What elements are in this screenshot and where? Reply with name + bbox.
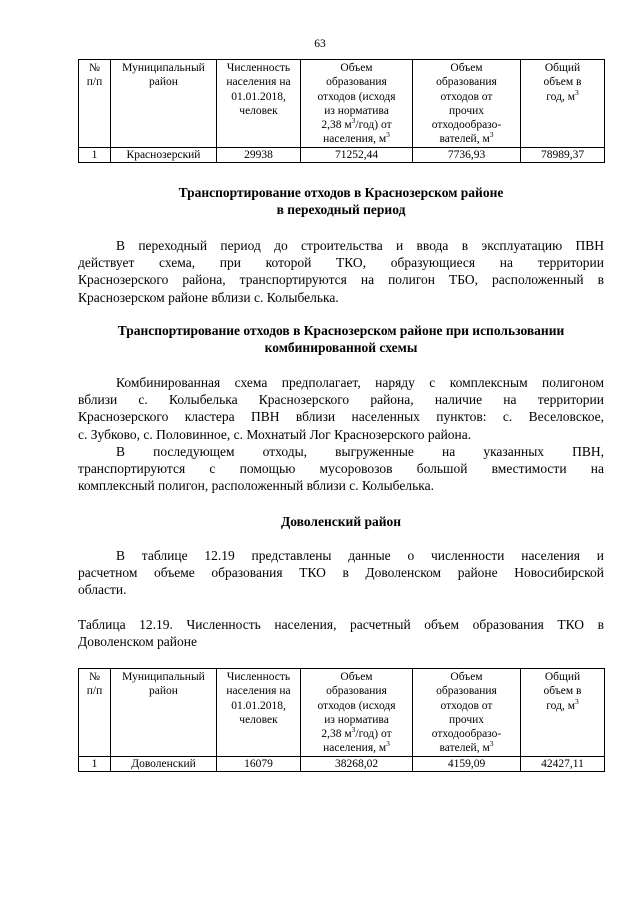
cell-num: 1	[79, 147, 111, 162]
header-total: Общий объем в год, $м^3$	[521, 60, 605, 148]
cell-num: 1	[79, 756, 111, 771]
header-population: Численность населения на 01.01.2018, человек	[217, 60, 301, 148]
heading-dovolensky: Доволенский район	[280, 514, 402, 529]
table-header-row	[79, 60, 605, 148]
cell-waste-norm: 38268,02	[301, 756, 413, 771]
heading-transition: Транспортирование отходов в Краснозерском районе в переходный период	[178, 185, 504, 217]
table-row	[79, 147, 605, 162]
heading-combined: Транспортирование отходов в Краснозерском районе при использовании комбинированной схемы	[117, 323, 565, 355]
table-header-row	[79, 669, 605, 757]
paragraph-combined: Комбинированная схема предполагает, наряду с комплексным полигоном вблизи с. Колыбелька Краснозерского района, наличие на территории Краснозерского кластера ПВН вблизи населенных пунктов: с. Веселовское, с. Зубково, с. Половинное, с. Мохнатый Лог Краснозерского района. В последующем отходы, выгруженные на указанных ПВН, транспортируются с помощью мусоровозов большой вместимости на комплексный полигон, расположенный вблизи с. Колыбелька.	[78, 375, 604, 494]
header-waste-other: Объем образования отходов от прочих отходообразо- вателей, $м^3$	[413, 60, 521, 148]
table-caption: Таблица 12.19. Численность населения, расчетный объем образования ТКО в Доволенском районе	[78, 617, 604, 650]
paragraph-transition: В переходный период до строительства и ввода в эксплуатацию ПВН действует схема, при которой ТКО, образующиеся на территории Краснозерского района, транспортируются на полигон ТБО, расположенный в Краснозерском районе вблизи с. Колыбелька.	[78, 238, 604, 305]
header-waste-norm: Объем образования отходов (исходя из норматива 2,38 $м^3/год$) от населения, $м^3$	[301, 669, 413, 757]
table-dovolensky	[78, 668, 605, 772]
page-number: 63	[314, 38, 326, 50]
header-total: Общий объем в год, $м^3$	[521, 669, 605, 757]
header-waste-norm: Объем образования отходов (исходя из норматива 2,38 $м^3/год$) от населения, $м^3$	[301, 60, 413, 148]
cell-population: 16079	[217, 756, 301, 771]
header-num: № п/п	[79, 669, 111, 757]
cell-waste-other: 7736,93	[413, 147, 521, 162]
table-row	[79, 756, 605, 771]
table-krasnozersky	[78, 59, 605, 163]
cell-district: Доволенский	[111, 756, 217, 771]
header-waste-other: Объем образования отходов от прочих отходообразо- вателей, $м^3$	[413, 669, 521, 757]
header-municipality: Муниципальный район	[111, 669, 217, 757]
cell-total: 42427,11	[521, 756, 605, 771]
header-population: Численность населения на 01.01.2018, человек	[217, 669, 301, 757]
cell-waste-norm: 71252,44	[301, 147, 413, 162]
cell-total: 78989,37	[521, 147, 605, 162]
header-municipality: Муниципальный район	[111, 60, 217, 148]
paragraph-dovolensky: В таблице 12.19 представлены данные о численности населения и расчетном объеме образования ТКО в Доволенском районе Новосибирской области.	[78, 548, 604, 598]
cell-district: Краснозерский	[111, 147, 217, 162]
cell-waste-other: 4159,09	[413, 756, 521, 771]
cell-population: 29938	[217, 147, 301, 162]
header-num: № п/п	[79, 60, 111, 148]
